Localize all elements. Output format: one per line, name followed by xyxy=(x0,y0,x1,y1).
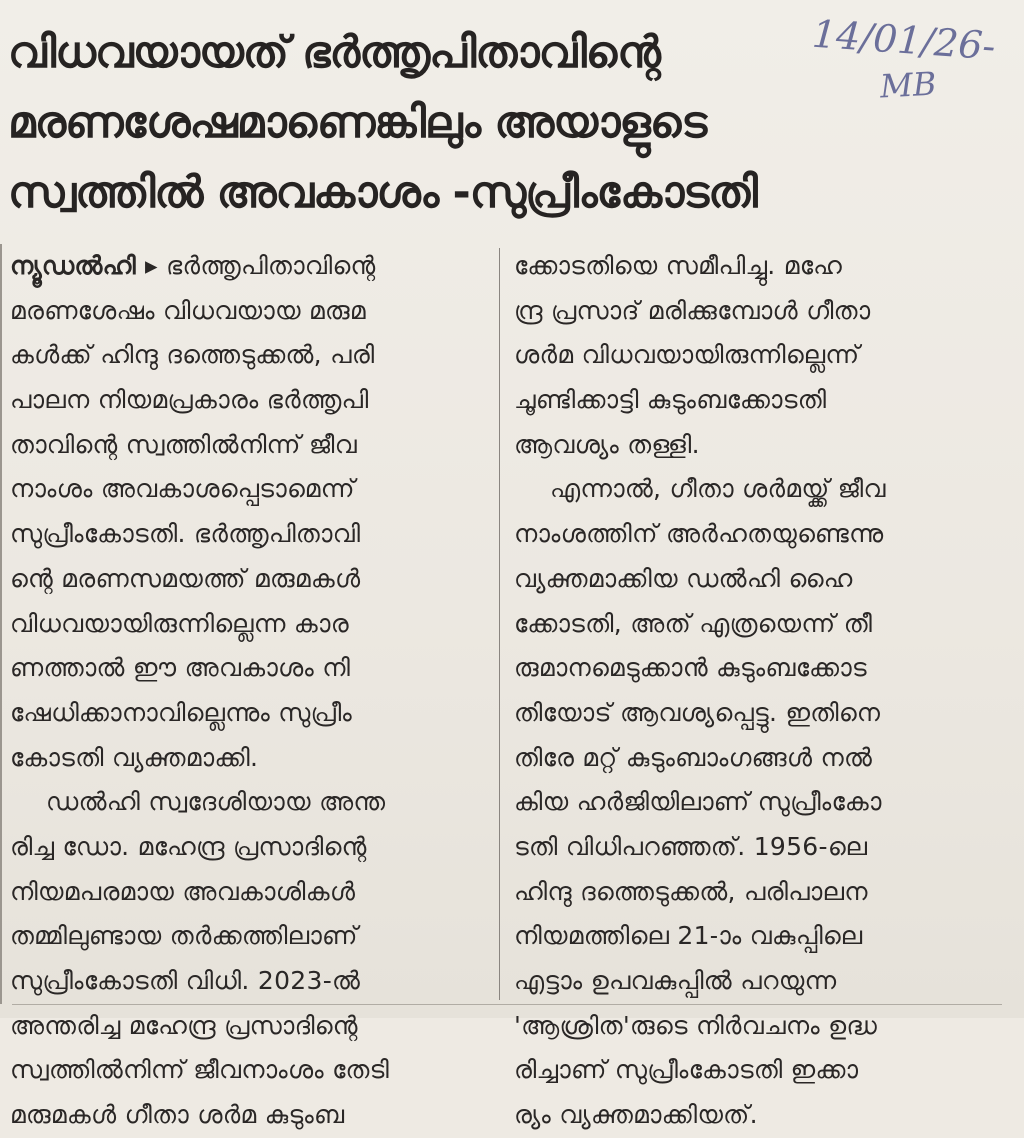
text-line xyxy=(10,244,490,289)
text-line: എന്നാൽ, ഗീതാ ശർമയ്ക്ക് ജീവ xyxy=(550,474,886,504)
bottom-rule xyxy=(12,1004,1002,1005)
text-line: 'ആശ്രിത'രുടെ നിർവചനം ഉദ്ധ xyxy=(514,1010,878,1040)
text-line: ആവശ്യം തള്ളി. xyxy=(514,429,700,459)
text-line: ക്കോടതിയെ സമീപിച്ചു. മഹേ xyxy=(514,251,843,280)
text-line: നിയമത്തിലെ 21-ാം വകുപ്പിലെ xyxy=(514,921,863,951)
text-line: ര്യം വ്യക്തമാക്കിയത്. xyxy=(514,1100,758,1130)
handwritten-date: 14/01/26- xyxy=(810,11,997,69)
text-line: ക്കോടതി, അത് എത്രയെന്ന് തീ xyxy=(514,608,873,638)
handwritten-note xyxy=(810,11,1012,108)
text-line: മരണശേഷം വിധവയായ മരുമ xyxy=(10,295,366,325)
dateline: ന്യൂഡൽഹി ▸ xyxy=(10,251,158,280)
text-line: ഡൽഹി സ്വദേശിയായ അന്ത xyxy=(46,787,386,817)
text-line: നാംശത്തിന് അർഹതയുണ്ടെന്നു xyxy=(514,519,884,549)
text-line: കിയ ഹർജിയിലാണ് സുപ്രീംകോ xyxy=(514,787,882,817)
text-line: ടതി വിധിപറഞ്ഞത്. 1956-ലെ xyxy=(514,831,868,861)
text-line: ഹിന്ദു ദത്തെടുക്കൽ, പരിപാലന xyxy=(514,876,868,906)
headline-line-1: വിധവയായത് ഭർത്തൃപിതാവിന്റെ xyxy=(8,27,660,78)
text-line: സുപ്രീംകോടതി വിധി. 2023-ൽ xyxy=(10,966,361,995)
text-line: എട്ടാം ഉപവകുപ്പിൽ പറയുന്ന xyxy=(514,966,837,995)
text-line: സുപ്രീംകോടതി. ഭർത്തൃപിതാവി xyxy=(10,519,361,549)
text-line: തിരേ മറ്റ് കുടുംബാംഗങ്ങൾ നൽ xyxy=(514,742,873,772)
text-line: അന്തരിച്ച മഹേന്ദ്ര പ്രസാദിന്റെ xyxy=(10,1010,358,1040)
text-line: കൾക്ക് ഹിന്ദു ദത്തെടുക്കൽ, പരി xyxy=(10,340,375,370)
handwritten-initials: MB xyxy=(879,64,938,106)
text-line: താവിന്റെ സ്വത്തിൽനിന്ന് ജീവ xyxy=(10,429,357,459)
text-line: ശർമ വിധവയായിരുന്നില്ലെന്ന് xyxy=(514,340,860,370)
text-line: കോടതി വ്യക്തമാക്കി. xyxy=(10,742,259,772)
text-line: ന്ദ്ര പ്രസാദ് മരിക്കുമ്പോൾ ഗീതാ xyxy=(514,295,871,325)
text-line: വിധവയായിരുന്നില്ലെന്ന കാര xyxy=(10,608,349,638)
text-line: രുമാനമെടുക്കാൻ കുടുംബക്കോട xyxy=(514,653,867,683)
headline-line-3: സ്വത്തിൽ അവകാശം -സുപ്രീംകോടതി xyxy=(8,167,757,218)
text-line: വ്യക്തമാക്കിയ ഡൽഹി ഹൈ xyxy=(514,563,853,593)
left-edge-rule xyxy=(0,244,2,1004)
text-line: നിയമപരമായ അവകാശികൾ xyxy=(10,876,356,906)
text-line-span: ഭർത്തൃപിതാവിന്റെ xyxy=(166,251,376,280)
text-line: പാലന നിയമപ്രകാരം ഭർത്തൃപി xyxy=(10,385,369,415)
headline-line-2: മരണശേഷമാണെങ്കിലും അയാളുടെ xyxy=(8,97,707,148)
text-line: തമ്മിലുണ്ടായ തർക്കത്തിലാണ് xyxy=(10,921,358,951)
text-line: സ്വത്തിൽനിന്ന് ജീവനാംശം തേടി xyxy=(10,1055,390,1085)
text-line: മരുമകൾ ഗീതാ ശർമ കുടുംബ xyxy=(10,1100,345,1130)
text-line: ചൂണ്ടിക്കാട്ടി കുടുംബക്കോടതി xyxy=(514,385,827,415)
text-line: നാംശം അവകാശപ്പെടാമെന്ന് xyxy=(10,474,355,504)
text-line: തിയോട് ആവശ്യപ്പെട്ടു. ഇതിനെ xyxy=(514,697,881,727)
column-divider xyxy=(499,248,500,1000)
text-line: ഷേധിക്കാനാവില്ലെന്നും സുപ്രീം xyxy=(10,697,353,727)
text-line: ന്റെ മരണസമയത്ത് മരുമകൾ xyxy=(10,563,361,593)
text-line: രിച്ചാണ് സുപ്രീംകോടതി ഇക്കാ xyxy=(514,1055,859,1085)
text-line: ണത്താൽ ഈ അവകാശം നി xyxy=(10,653,351,683)
text-line: രിച്ച ഡോ. മഹേന്ദ്ര പ്രസാദിന്റെ xyxy=(10,831,367,861)
